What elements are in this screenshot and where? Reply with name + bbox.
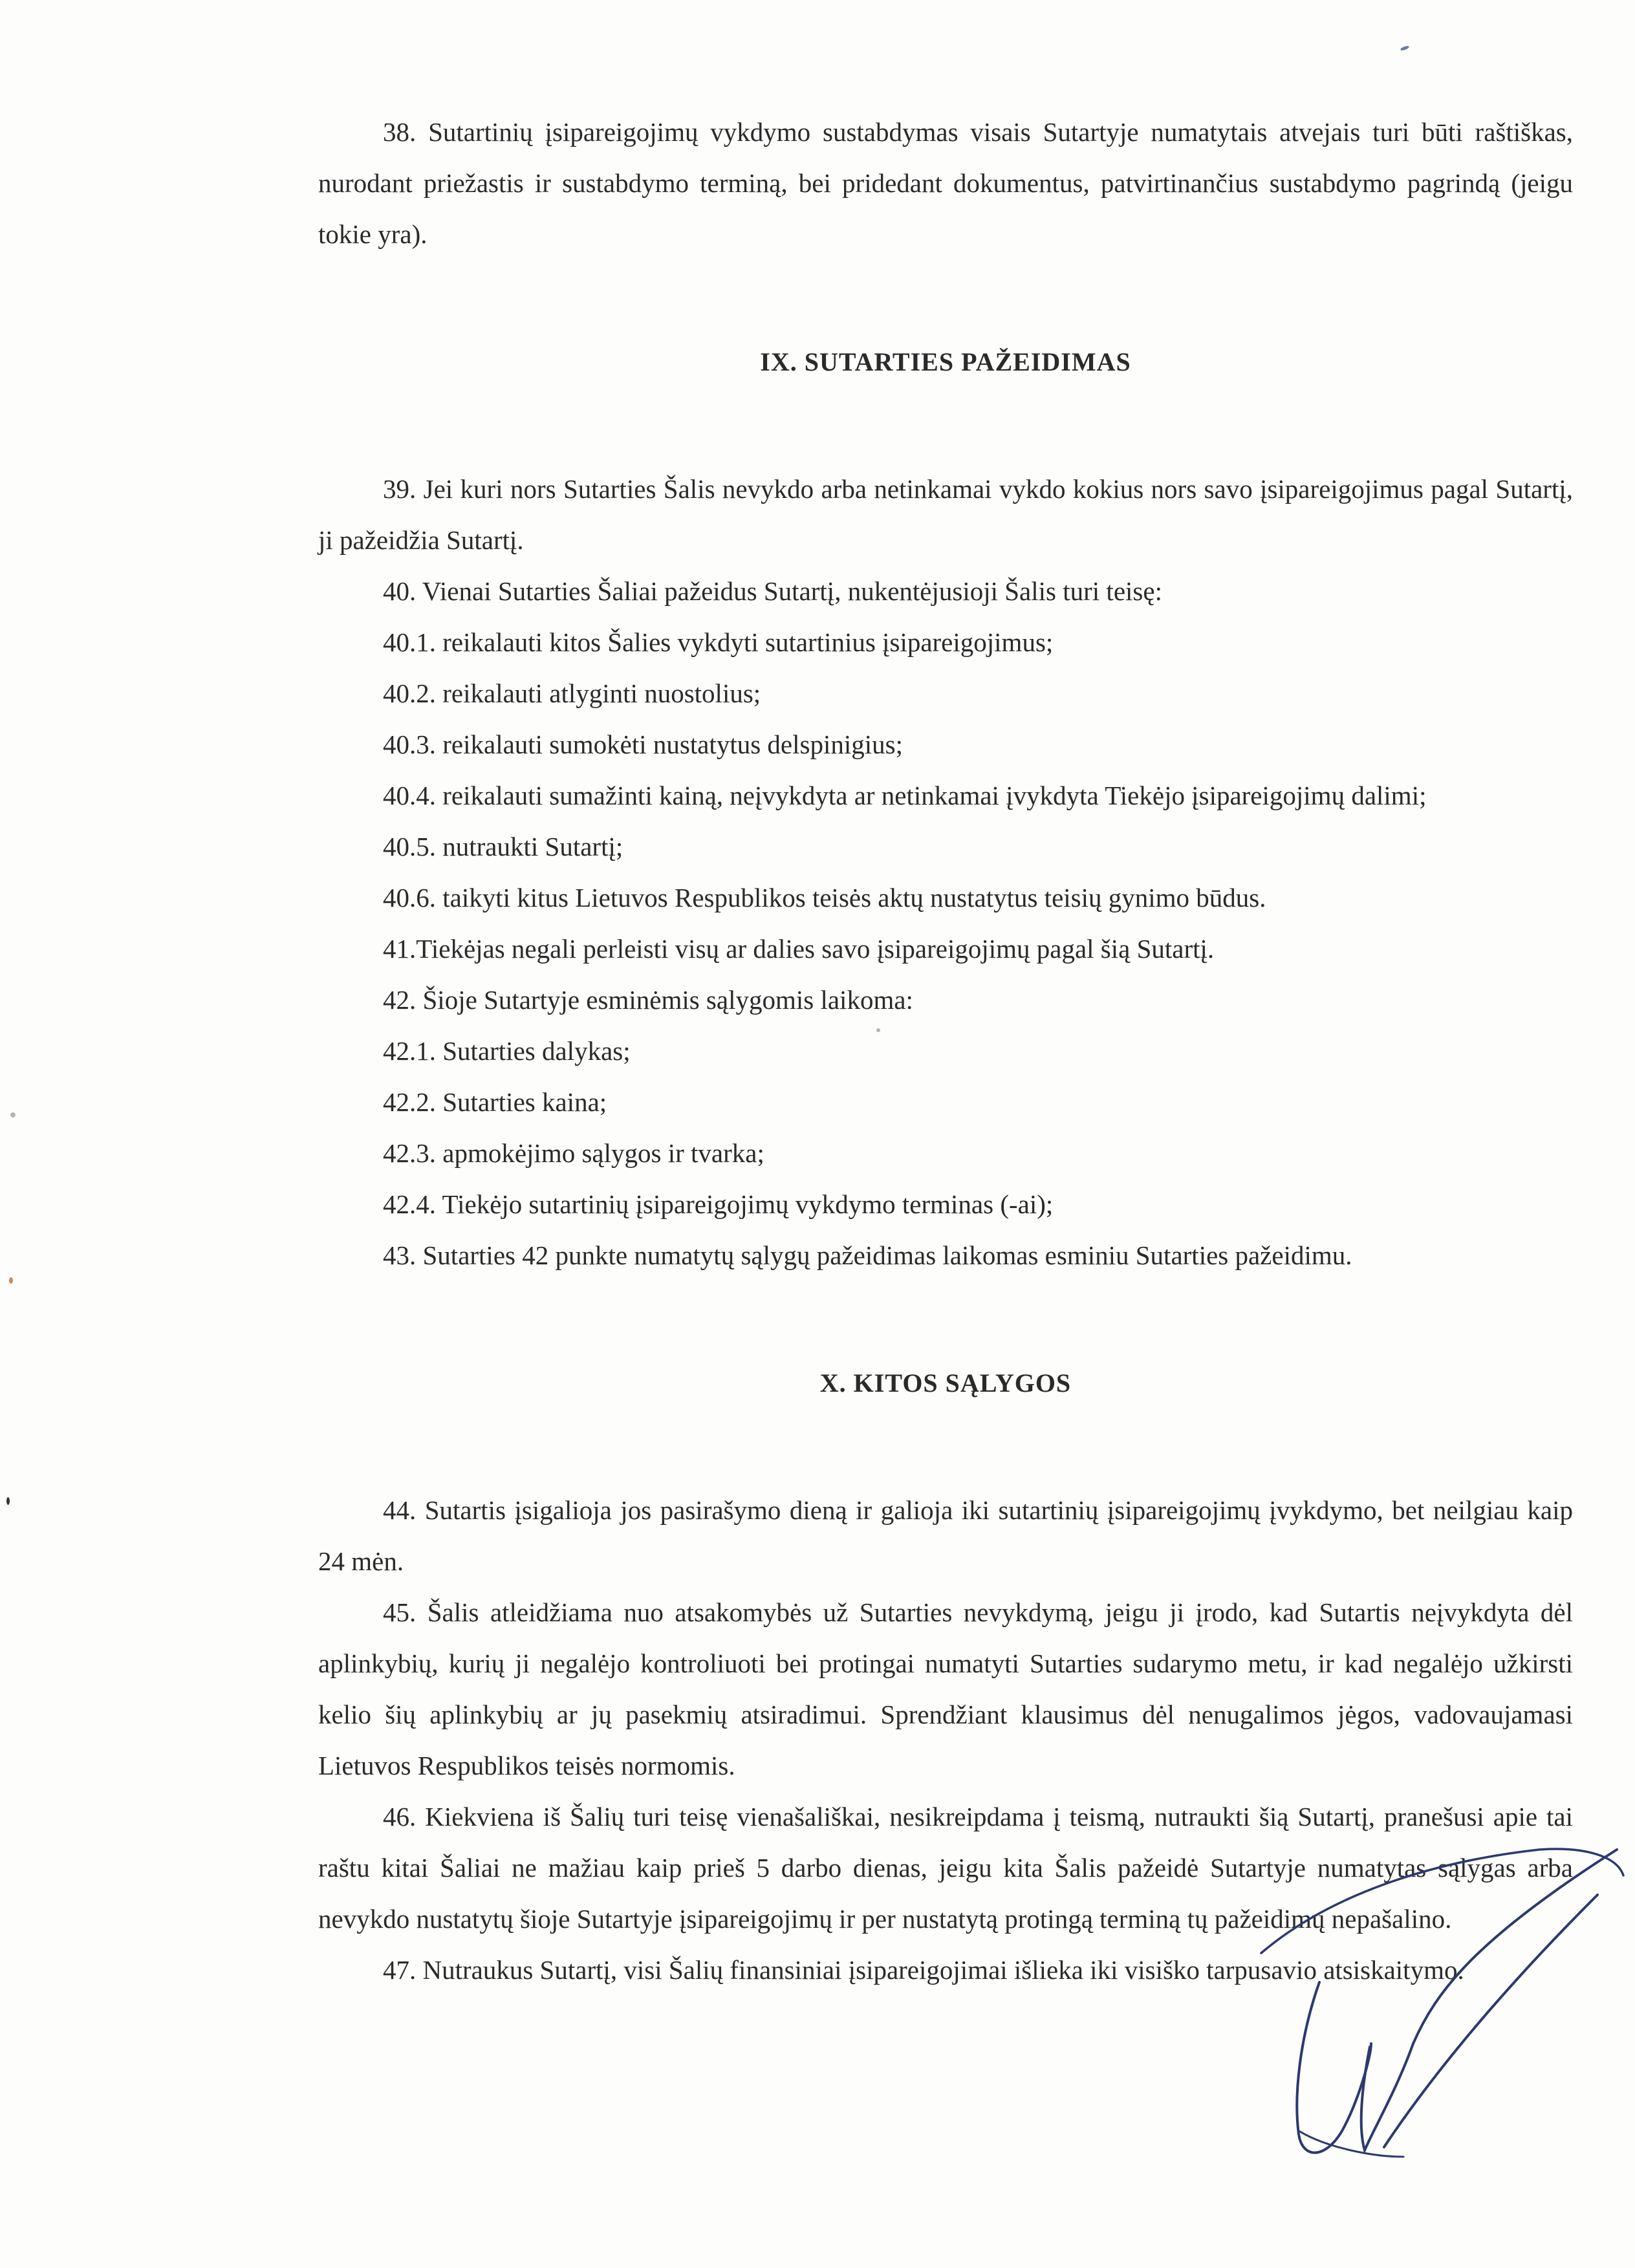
clause-40-5: 40.5. nutraukti Sutartį; — [383, 832, 623, 861]
clause-42-4: 42.4. Tiekėjo sutartinių įsipareigojimų vykdymo terminas (-ai); — [383, 1189, 1054, 1219]
clause-38: 38. Sutartinių įsipareigojimų vykdymo sustabdymas visais Sutartyje numatytais atvejais turi būti raštiškas, nurodant priežastis ir sustabdymo terminą, bei pridedant dokumentus, patvirtinančius sustabdymo pagrindą (jeigu tokie yra). — [318, 117, 1573, 249]
clause-45: 45. Šalis atleidžiama nuo atsakomybės už Sutarties nevykdymą, jeigu ji įrodo, kad Sutartis neįvykdyta dėl aplinkybių, kurių ji negalėjo kontroliuoti bei protingai numatyti Sutarties sudarymo metu, ir kad negalėjo užkirsti kelio šių aplinkybių ar jų pasekmių atsiradimui. Sprendžiant klausimus dėl nenugalimos jėgos, vadovaujamasi Lietuvos Respublikos teisės normomis. — [318, 1597, 1573, 1780]
clause-39: 39. Jei kuri nors Sutarties Šalis nevykdo arba netinkamai vykdo kokius nors savo įsipareigojimus pagal Sutartį, ji pažeidžia Sutartį. — [318, 474, 1573, 555]
clause-40: 40. Vienai Sutarties Šaliai pažeidus Sutartį, nukentėjusioji Šalis turi teisę: — [383, 576, 1162, 606]
clause-44: 44. Sutartis įsigalioja jos pasirašymo dieną ir galioja iki sutartinių įsipareigojimų įvykdymo, bet neilgiau kaip 24 mėn. — [318, 1495, 1573, 1576]
clause-46: 46. Kiekviena iš Šalių turi teisę vienašališkai, nesikreipdama į teismą, nutraukti šią Sutartį, pranešusi apie tai raštu kitai Šaliai ne mažiau kaip prieš 5 darbo dienas, jeigu kita Šalis pažeidė Sutartyje numatytas sąlygas arba nevykdo nustatytų šioje Sutartyje įsipareigojimų ir per nustatytą protingą terminą tų pažeidimų nepašalino. — [318, 1802, 1573, 1934]
clause-42-2: 42.2. Sutarties kaina; — [383, 1087, 607, 1117]
clause-41: 41.Tiekėjas negali perleisti visų ar dalies savo įsipareigojimų pagal šią Sutartį. — [383, 934, 1215, 964]
clause-40-4: 40.4. reikalauti sumažinti kainą, neįvykdyta ar netinkamai įvykdyta Tiekėjo įsipareigojimų dalimi; — [383, 781, 1427, 810]
clause-42-3: 42.3. apmokėjimo sąlygos ir tvarka; — [383, 1138, 764, 1168]
clause-40-1: 40.1. reikalauti kitos Šalies vykdyti sutartinius įsipareigojimus; — [383, 627, 1054, 657]
section-heading-x: X. KITOS SĄLYGOS — [819, 1368, 1072, 1398]
clause-47: 47. Nutraukus Sutartį, visi Šalių finansiniai įsipareigojimai išlieka iki visiško tarpusavio atsiskaitymo. — [383, 1955, 1464, 1985]
clause-40-6: 40.6. taikyti kitus Lietuvos Respublikos teisės aktų nustatytus teisių gynimo būdus. — [383, 883, 1266, 913]
clause-42: 42. Šioje Sutartyje esminėmis sąlygomis laikoma: — [383, 985, 913, 1015]
clause-40-3: 40.3. reikalauti sumokėti nustatytus delspinigius; — [383, 729, 903, 759]
section-heading-ix: IX. SUTARTIES PAŽEIDIMAS — [760, 347, 1131, 376]
clause-40-2: 40.2. reikalauti atlyginti nuostolius; — [383, 678, 761, 708]
clause-42-1: 42.1. Sutarties dalykas; — [383, 1036, 631, 1066]
clause-43: 43. Sutarties 42 punkte numatytų sąlygų pažeidimas laikomas esminiu Sutarties pažeidimu. — [383, 1240, 1352, 1270]
